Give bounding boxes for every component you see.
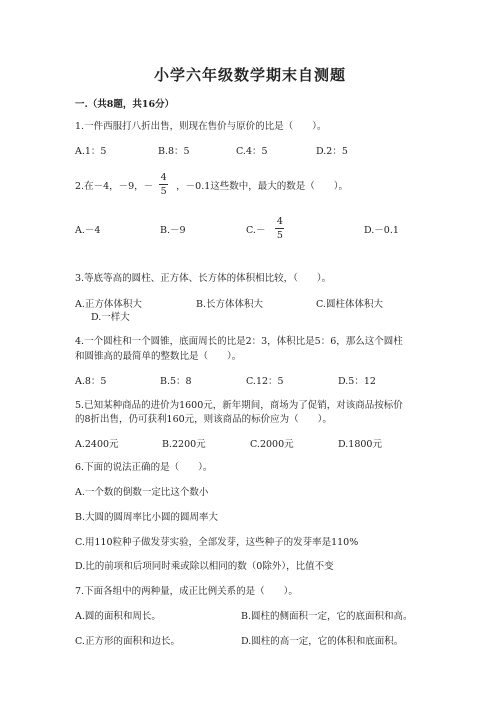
question-1: 1.一件西服打八折出售，则现在售价与原价的比是（ ）。 — [75, 121, 327, 132]
q2-option-c-fraction — [275, 216, 284, 241]
q3-option-d: D.一样大 — [91, 312, 130, 323]
q2-option-c — [246, 216, 284, 241]
q4-option-c: C.12：5 — [246, 376, 284, 387]
q1-option-b: B.8：5 — [158, 146, 190, 157]
q7-option-d: D.圆柱的高一定，它的体积和底面积。 — [241, 636, 404, 647]
question-7: 7.下面各组中的两种量，成正比例关系的是（ ）。 — [75, 586, 298, 597]
q2-option-b: B.－9 — [160, 225, 186, 236]
fraction-bar — [159, 184, 168, 185]
q2-option-a: A.－4 — [75, 225, 101, 236]
q6-option-b: B.大圆的圆周率比小圆的圆周率大 — [75, 512, 219, 523]
q4-option-a: A.8：5 — [75, 376, 107, 387]
question-4-line-1: 4.一个圆柱和一个圆锥，底面周长的比是2：3，体积比是5：6，那么这个圆柱 — [75, 336, 403, 347]
q2-option-d: D.－0.1 — [364, 225, 399, 236]
q2-fraction-numerator: 4 — [160, 172, 167, 183]
q1-option-d: D.2：5 — [316, 146, 348, 157]
q6-option-a: A.一个数的倒数一定比这个数小 — [75, 487, 209, 498]
q2-fraction — [159, 172, 168, 197]
q2-option-c-denominator: 5 — [276, 230, 283, 241]
question-5-line-1: 5.已知某种商品的进价为1600元，新年期间，商场为了促销，对该商品按标价 — [75, 400, 403, 411]
q6-option-c: C.用110粒种子做发芽实验，全部发芽，这些种子的发芽率是110% — [75, 537, 359, 548]
q2-text-start: 2.在－4，－9，－ — [75, 180, 154, 192]
q2-option-c-numerator: 4 — [276, 216, 283, 227]
q7-option-c: C.正方形的面积和边长。 — [75, 636, 180, 647]
q7-option-b: B.圆柱的侧面积一定，它的底面积和高。 — [241, 611, 413, 622]
q3-option-a: A.正方体体积大 — [75, 299, 142, 310]
q1-option-a: A.1：5 — [75, 146, 107, 157]
q3-option-c: C.圆柱体体积大 — [316, 299, 383, 310]
question-4-line-2: 和圆锥高的最简单的整数比是（ ）。 — [75, 351, 242, 362]
q3-option-b: B.长方体体积大 — [196, 299, 264, 310]
q2-fraction-denominator: 5 — [160, 186, 167, 197]
q1-option-c: C.4：5 — [236, 146, 268, 157]
q6-option-d: D.比的前项和后项同时乘或除以相同的数（0除外），比值不变 — [75, 561, 334, 572]
section-heading: 一.（共8题，共16分） — [75, 99, 175, 110]
q4-option-b: B.5：8 — [160, 376, 192, 387]
q2-text-end: ，－0.1这些数中，最大的数是（ ）。 — [176, 180, 349, 192]
q5-option-c: C.2000元 — [250, 439, 294, 450]
q7-option-a: A.圆的面积和周长。 — [75, 611, 161, 622]
question-6: 6.下面的说法正确的是（ ）。 — [75, 462, 213, 473]
page-title: 小学六年级数学期末自测题 — [153, 66, 346, 84]
q4-option-d: D.5：12 — [338, 376, 376, 387]
question-2 — [75, 172, 348, 197]
question-3: 3.等底等高的圆柱、正方体、长方体的体积相比较，（ ）。 — [75, 273, 332, 284]
question-5-line-2: 的8折出售，仍可获利160元，则该商品的标价应为（ ）。 — [75, 414, 332, 425]
q5-option-d: D.1800元 — [338, 439, 382, 450]
q5-option-a: A.2400元 — [75, 439, 119, 450]
q2-option-c-prefix: C.－ — [246, 224, 266, 236]
fraction-bar — [275, 228, 284, 229]
q5-option-b: B.2200元 — [162, 439, 206, 450]
